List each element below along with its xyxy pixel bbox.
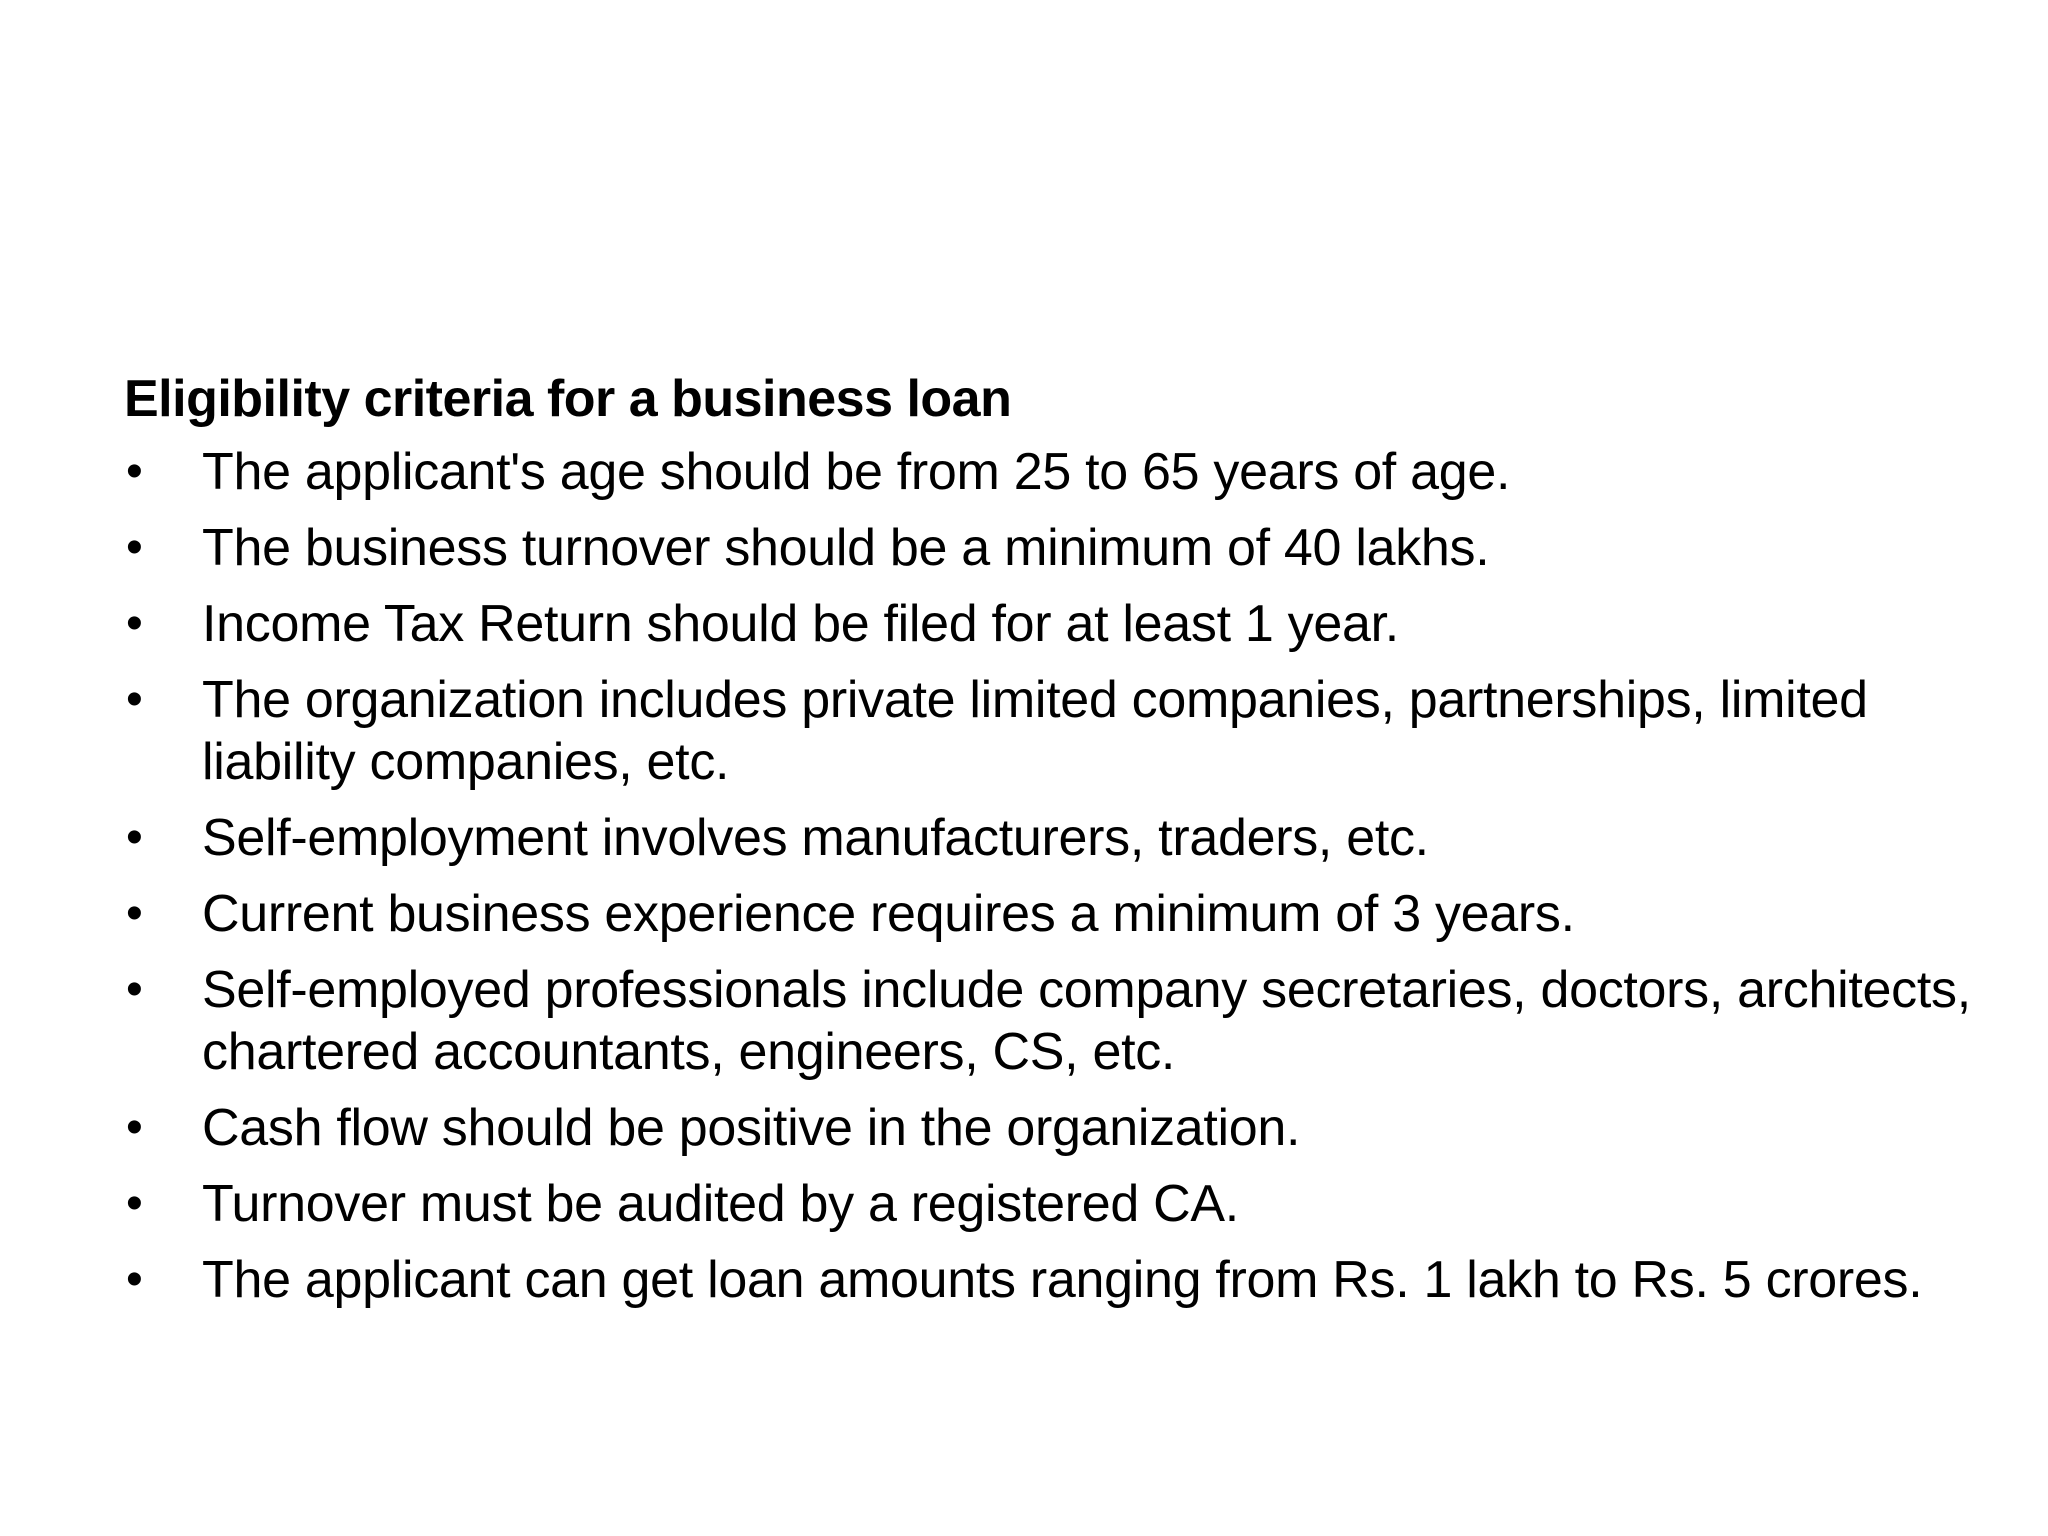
list-item-text: The applicant can get loan amounts ranging from Rs. 1 lakh to Rs. 5 crores. <box>202 1251 1923 1309</box>
bullet-icon: • <box>126 963 143 1016</box>
bullet-icon: • <box>126 1253 143 1306</box>
bullet-icon: • <box>126 1177 143 1230</box>
list-item-text: Income Tax Return should be filed for at least 1 year. <box>202 595 1399 653</box>
bullet-icon: • <box>126 521 143 574</box>
list-item-text: Cash flow should be positive in the organization. <box>202 1099 1301 1157</box>
bullet-icon: • <box>126 673 143 726</box>
slide-heading: Eligibility criteria for a business loan <box>124 370 1012 428</box>
list-item-text: Turnover must be audited by a registered CA. <box>202 1175 1239 1233</box>
list-item <box>124 593 1984 655</box>
list-item <box>124 1173 1984 1235</box>
list-item <box>124 1249 1984 1311</box>
bullet-icon: • <box>126 445 143 498</box>
list-item <box>124 883 1984 945</box>
list-item-text: Self-employment involves manufacturers, traders, etc. <box>202 809 1429 867</box>
list-item-text: The business turnover should be a minimum of 40 lakhs. <box>202 519 1490 577</box>
bullet-icon: • <box>126 887 143 940</box>
list-item <box>124 441 1984 503</box>
list-item-text: The organization includes private limited companies, partnerships, limited liability companies, etc. <box>202 671 1868 791</box>
criteria-list <box>124 441 1984 1311</box>
list-item-text: The applicant's age should be from 25 to 65 years of age. <box>202 443 1511 501</box>
bullet-icon: • <box>126 811 143 864</box>
list-item <box>124 807 1984 869</box>
list-item <box>124 959 1984 1083</box>
list-item-text: Current business experience requires a minimum of 3 years. <box>202 885 1575 943</box>
list-item-text: Self-employed professionals include company secretaries, doctors, architects, chartered accountants, engineers, CS, etc. <box>202 961 1971 1081</box>
slide-content <box>124 365 1984 1325</box>
list-item <box>124 517 1984 579</box>
bullet-icon: • <box>126 597 143 650</box>
list-item <box>124 1097 1984 1159</box>
list-item <box>124 669 1984 793</box>
bullet-icon: • <box>126 1101 143 1154</box>
